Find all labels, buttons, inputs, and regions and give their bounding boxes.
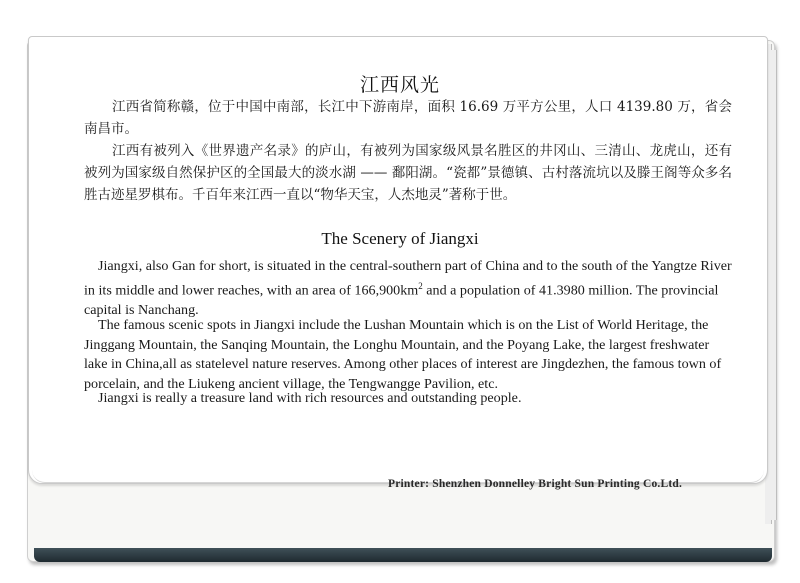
english-paragraph-1-text: Jiangxi, also Gan for short, is situated in the central-southern part of China and to the south of the Yangtze River in its middle and lower reaches, with an area of 166,900km (84, 258, 732, 299)
area-unit-superscript: 2 (418, 280, 423, 291)
english-paragraph-1 (84, 257, 734, 320)
stacked-card-edge (770, 50, 777, 520)
printer-credit: Printer: Shenzhen Donnelley Bright Sun Printing Co.Ltd. (388, 478, 683, 490)
chinese-paragraph-2: 江西有被列入《世界遗产名录》的庐山，有被列为国家级风景名胜区的井冈山、三清山、龙虎山，还有被列为国家级自然保护区的全国最大的淡水湖 —— 鄱阳湖。“瓷都”景德镇、古村落流坑以及滕王阁等众多名胜古迹星罗棋布。千百年来江西一直以“物华天宝，人杰地灵”著称于世。 (84, 143, 732, 203)
chinese-title: 江西风光 (359, 74, 440, 96)
english-paragraph-1-text-end: and a population of 41.3980 million. The provincial capital is Nanchang. (84, 282, 719, 318)
folder-bottom-rim (34, 548, 772, 562)
chinese-paragraph-1: 江西省简称赣，位于中国中南部，长江中下游南岸，面积 16.69 万平方公里，人口 4139.80 万，省会南昌市。 (84, 99, 732, 137)
english-paragraph-3: Jiangxi is really a treasure land with rich resources and outstanding people. (98, 390, 522, 406)
english-paragraph-2: The famous scenic spots in Jiangxi include the Lushan Mountain which is on the List of World Heritage, the Jinggang Mountain, the Sanqing Mountain, the Longhu Mountain, and the Poyang Lake, the largest freshwater lake in China,all as statelevel nature reserves. Among other places of interest are Jingdezhen, the famous town of porcelain, and the Liukeng ancient village, the Tengwangge Pavilion, etc. (84, 317, 722, 392)
english-title: The Scenery of Jiangxi (321, 229, 479, 248)
